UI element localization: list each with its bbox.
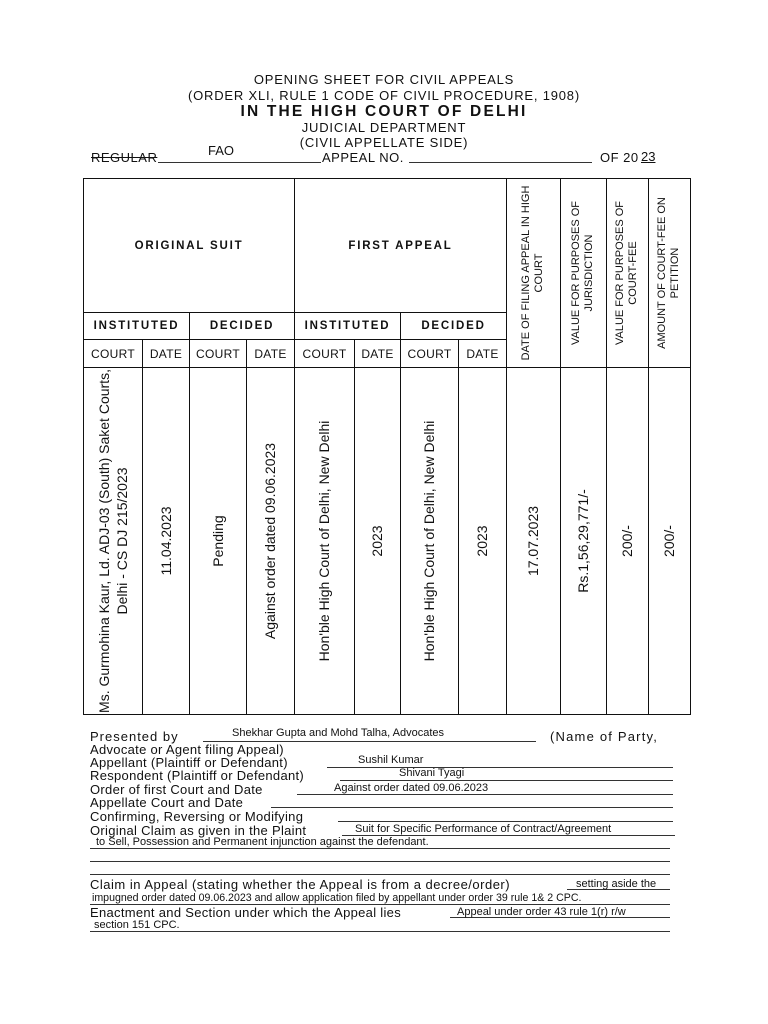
courtfee-value-header: VALUE FOR PURPOSES OF COURT-FEE bbox=[614, 200, 639, 346]
os-dec-date-value: Against order dated 09.06.2023 bbox=[262, 442, 278, 640]
presented-by-value: Shekhar Gupta and Mohd Talha, Advocates bbox=[232, 727, 444, 739]
confirming-label: Confirming, Reversing or Modifying bbox=[90, 809, 304, 824]
year-suffix: 23 bbox=[641, 149, 656, 164]
enactment-value: Appeal under order 43 rule 1(r) r/w bbox=[457, 906, 626, 918]
sheet-subtitle: (ORDER XLI, RULE 1 CODE OF CIVIL PROCEDURE, 1908) bbox=[188, 88, 580, 103]
confirming-line bbox=[338, 821, 673, 822]
fa-dec-date-header: DATE bbox=[466, 346, 499, 361]
courtfee-amount-header: AMOUNT OF COURT-FEE ON PETITION bbox=[656, 197, 681, 349]
fa-instituted-header: INSTITUTED bbox=[304, 320, 391, 332]
blank-line-1 bbox=[90, 861, 670, 862]
os-inst-court-value: Ms. Gurmohina Kaur, Ld. ADJ-03 (South) Saket Courts, Delhi - CS DJ 215/2023 bbox=[96, 369, 130, 713]
fa-dec-court-value: Hon'ble High Court of Delhi, New Delhi bbox=[421, 420, 437, 662]
fa-dec-court-header: COURT bbox=[407, 346, 452, 361]
os-inst-date-value: 11.04.2023 bbox=[158, 506, 174, 576]
fa-dec-date-value: 2023 bbox=[474, 525, 490, 557]
os-dec-date-header: DATE bbox=[254, 346, 287, 361]
appeal-no-blank bbox=[409, 162, 592, 163]
sheet-title: OPENING SHEET FOR CIVIL APPEALS bbox=[253, 72, 515, 87]
blank-line-2 bbox=[90, 874, 670, 875]
appellate-side: (CIVIL APPELLATE SIDE) bbox=[299, 135, 469, 150]
presented-by-suffix: (Name of Party, bbox=[550, 729, 659, 744]
appellant-label: Appellant (Plaintiff or Defendant) bbox=[90, 755, 288, 770]
year-label: OF 20 bbox=[600, 150, 639, 165]
appeal-claim-value-continued: impugned order dated 09.06.2023 and allow application filed by appellant under order 39 rule 1& 2 CPC. bbox=[92, 892, 582, 904]
first-court-label: Order of first Court and Date bbox=[90, 782, 263, 797]
filing-date-header: DATE OF FILING APPEAL IN HIGH COURT bbox=[520, 185, 545, 361]
fa-inst-court-header: COURT bbox=[302, 346, 347, 361]
fa-inst-court-value: Hon'ble High Court of Delhi, New Delhi bbox=[316, 420, 332, 662]
respondent-line bbox=[340, 780, 673, 781]
os-instituted-header: INSTITUTED bbox=[93, 320, 180, 332]
appellate-court-line bbox=[271, 807, 673, 808]
respondent-label: Respondent (Plaintiff or Defendant) bbox=[90, 768, 305, 783]
filing-date-value: 17.07.2023 bbox=[525, 505, 541, 577]
respondent-value: Shivani Tyagi bbox=[399, 767, 465, 779]
first-court-value: Against order dated 09.06.2023 bbox=[334, 782, 489, 794]
original-claim-value: Suit for Specific Performance of Contract/Agreement bbox=[355, 823, 612, 835]
presented-by-note: Advocate or Agent filing Appeal) bbox=[90, 742, 284, 757]
os-dec-court-header: COURT bbox=[196, 346, 240, 361]
jurisdiction-value-header: VALUE FOR PURPOSES OF JURISDICTION bbox=[570, 200, 595, 346]
appellate-court-label: Appellate Court and Date bbox=[90, 795, 244, 810]
fa-inst-date-header: DATE bbox=[361, 346, 394, 361]
original-suit-header: ORIGINAL SUIT bbox=[134, 239, 244, 252]
os-decided-header: DECIDED bbox=[209, 320, 275, 332]
original-claim-line-2 bbox=[90, 848, 670, 849]
presented-by-label: Presented by bbox=[90, 729, 179, 744]
fa-inst-date-value: 2023 bbox=[369, 525, 385, 557]
appeal-no-label: APPEAL NO. bbox=[322, 150, 404, 165]
original-claim-value-continued: to Sell, Possession and Permanent injunction against the defendant. bbox=[96, 836, 429, 848]
appeal-claim-label: Claim in Appeal (stating whether the Appeal is from a decree/order) bbox=[90, 877, 511, 892]
appeal-type-handwritten: FAO bbox=[208, 143, 235, 158]
courtfee-value: 200/- bbox=[619, 525, 635, 557]
appeal-type-blank bbox=[158, 162, 321, 163]
first-court-line bbox=[297, 794, 673, 795]
courtfee-amount: 200/- bbox=[661, 525, 677, 557]
appellant-line bbox=[327, 767, 673, 768]
enactment-line-2 bbox=[90, 931, 670, 932]
enactment-label: Enactment and Section under which the Appeal lies bbox=[90, 905, 402, 920]
appellant-value: Sushil Kumar bbox=[358, 754, 424, 766]
appeal-claim-value: setting aside the bbox=[576, 878, 657, 890]
jurisdiction-value: Rs.1,56,29,771/- bbox=[575, 489, 591, 593]
court-name: IN THE HIGH COURT OF DELHI bbox=[240, 103, 528, 120]
department: JUDICIAL DEPARTMENT bbox=[301, 120, 467, 135]
first-appeal-header: FIRST APPEAL bbox=[348, 239, 453, 252]
os-inst-date-header: DATE bbox=[149, 346, 183, 361]
original-claim-label: Original Claim as given in the Plaint bbox=[90, 823, 307, 838]
fa-decided-header: DECIDED bbox=[421, 320, 486, 332]
enactment-value-continued: section 151 CPC. bbox=[94, 919, 180, 931]
os-inst-court-header: COURT bbox=[91, 346, 135, 361]
appeal-type-struck: REGULAR bbox=[91, 150, 158, 165]
os-dec-court-value: Pending bbox=[210, 515, 226, 567]
